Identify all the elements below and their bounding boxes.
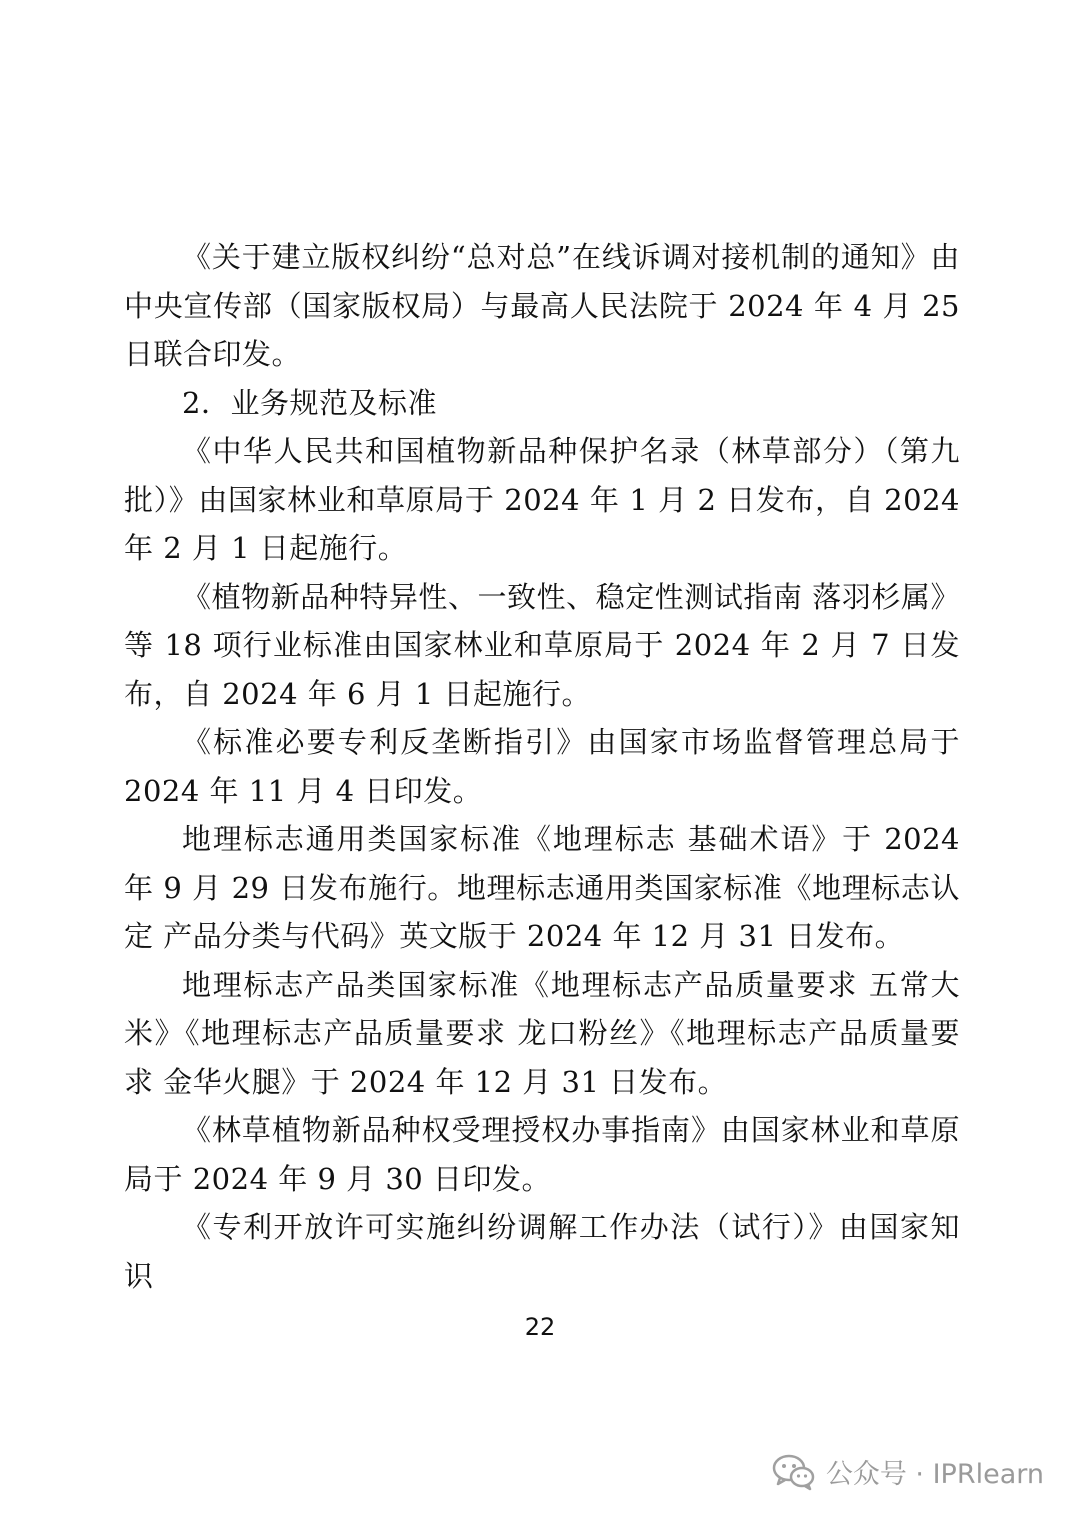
paragraph: 地理标志通用类国家标准《地理标志 基础术语》于 2024 年 9 月 29 日发布施行。地理标志通用类国家标准《地理标志认定 产品分类与代码》英文版于 2024 年 12 月 31 日发布。 — [124, 822, 960, 953]
document-body — [124, 233, 960, 1300]
watermark-text: 公众号 · IPRlearn — [825, 1459, 1044, 1490]
paragraph: 《标准必要专利反垄断指引》由国家市场监督管理总局于 2024 年 11 月 4 日印发。 — [124, 725, 960, 808]
wechat-icon — [772, 1453, 816, 1491]
paragraph: 《关于建立版权纠纷“总对总”在线诉调对接机制的通知》由中央宣传部（国家版权局）与最高人民法院于 2024 年 4 月 25 日联合印发。 — [124, 240, 960, 371]
paragraph: 《林草植物新品种权受理授权办事指南》由国家林业和草原局于 2024 年 9 月 30 日印发。 — [124, 1113, 960, 1196]
paragraph: 《植物新品种特异性、一致性、稳定性测试指南 落羽杉属》等 18 项行业标准由国家林业和草原局于 2024 年 2 月 7 日发布，自 2024 年 6 月 1 日起施行。 — [124, 579, 960, 711]
paragraph: 《专利开放许可实施纠纷调解工作办法（试行）》由国家知识 — [124, 1210, 960, 1293]
page-number: 22 — [524, 1313, 556, 1341]
paragraph: 《中华人民共和国植物新品种保护名录（林草部分）（第九批）》由国家林业和草原局于 2024 年 1 月 2 日发布，自 2024 年 2 月 1 日起施行。 — [124, 434, 960, 565]
section-heading: 2．业务规范及标准 — [182, 385, 437, 420]
watermark — [772, 1452, 1044, 1491]
paragraph: 地理标志产品类国家标准《地理标志产品质量要求 五常大米》《地理标志产品质量要求 龙口粉丝》《地理标志产品质量要求 金华火腿》于 2024 年 12 月 31 日发布。 — [124, 967, 960, 1099]
